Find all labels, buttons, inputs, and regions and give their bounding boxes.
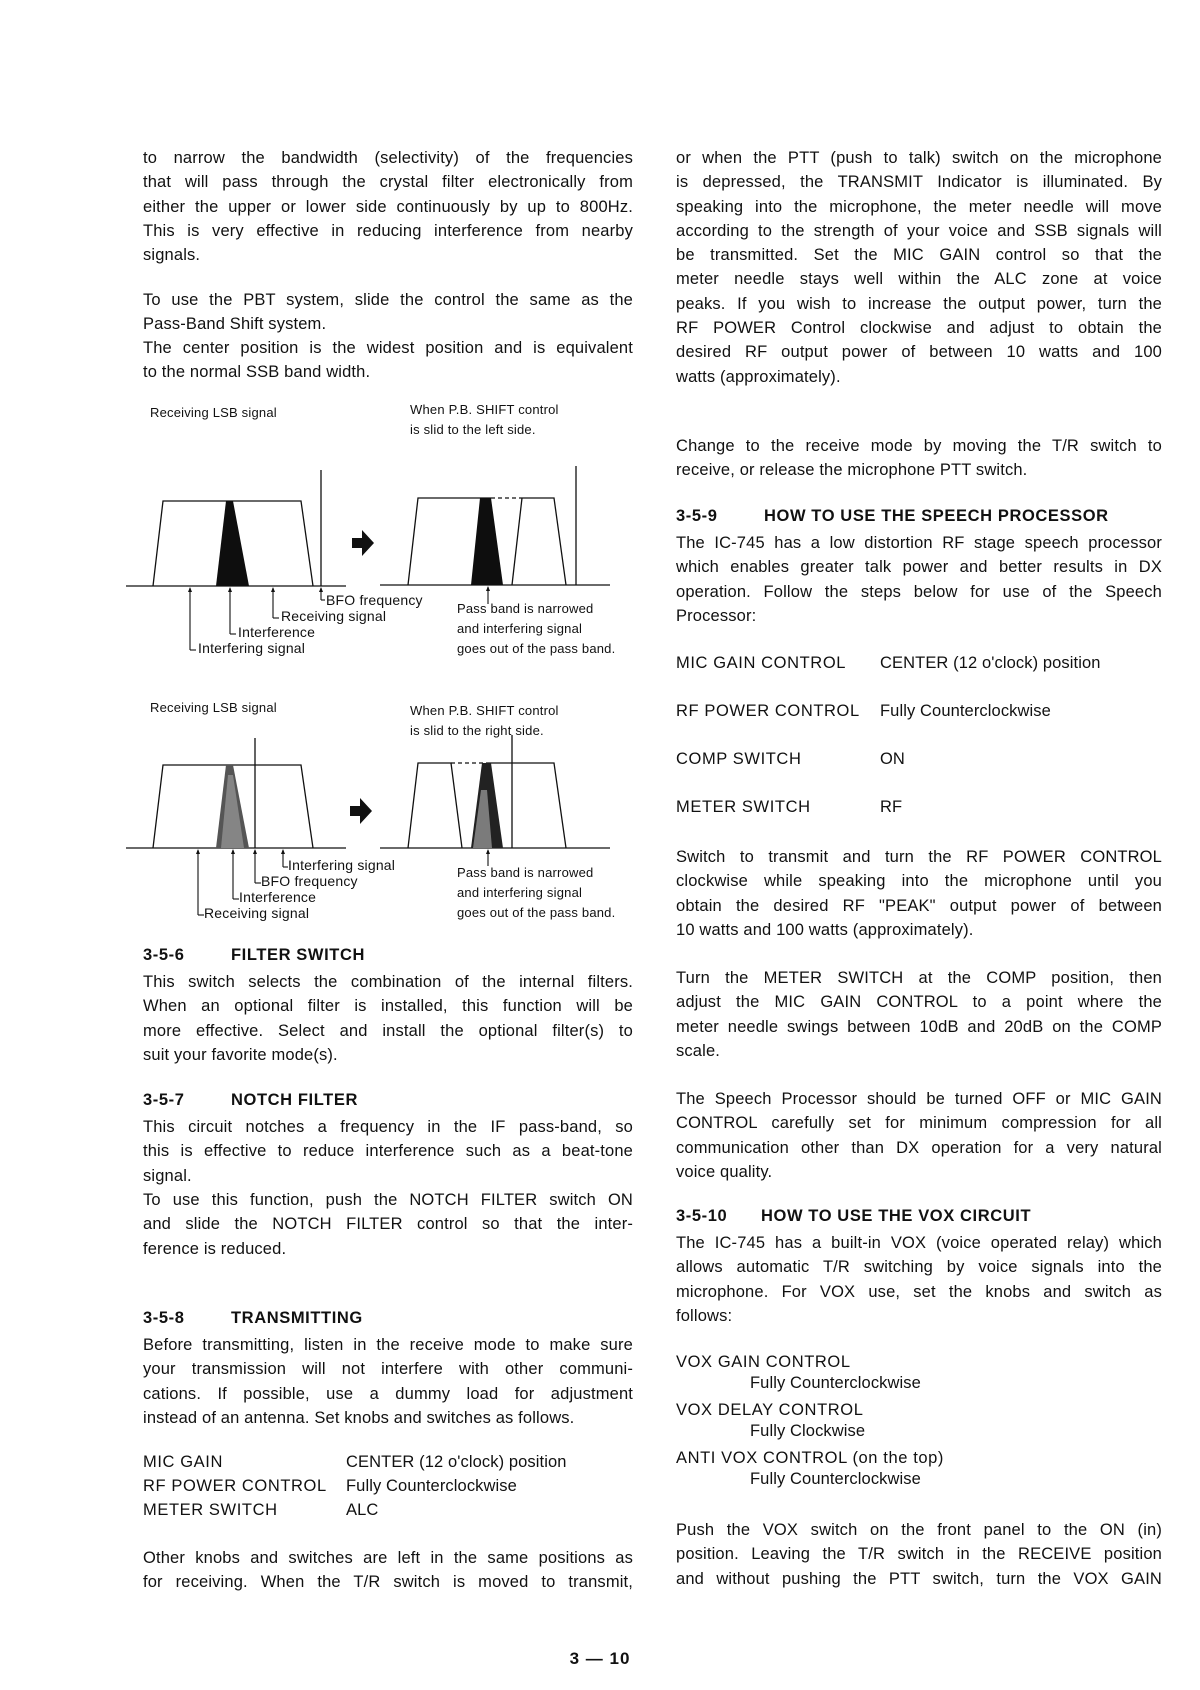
vox-setting-label: VOX DELAY CONTROL	[676, 1401, 864, 1419]
vox-switch-paragraph: Push the VOX switch on the front panel to the ON (in) position. Leaving the T/R switch in the RECEIVE position and without pushing the PTT switch, turn the VOX GAIN	[676, 1521, 1162, 1588]
setting-row: METER SWITCH ALC	[143, 1501, 379, 1519]
section-3-5-8-heading: 3-5-8 TRANSMITTING	[143, 1309, 363, 1327]
section-3-5-7-body-2: To use this function, push the NOTCH FILTER switch ON and slide the NOTCH FILTER control so that the inter- ference is reduced.	[143, 1191, 633, 1258]
section-3-5-9-heading: 3-5-9 HOW TO USE THE SPEECH PROCESSOR	[676, 507, 1109, 525]
diagram1-label-receiving: Receiving signal	[281, 608, 387, 624]
diagram1-label-interfering: Interfering signal	[198, 640, 306, 656]
section-3-5-10-heading: 3-5-10 HOW TO USE THE VOX CIRCUIT	[676, 1207, 1032, 1225]
diagram2-right-title: When P.B. SHIFT control is slid to the right side.	[410, 703, 559, 738]
diagram2-label-bfo: BFO frequency	[261, 873, 358, 889]
vox-setting-value: Fully Counterclockwise	[750, 1374, 921, 1392]
section-3-5-7-heading: 3-5-7 NOTCH FILTER	[143, 1091, 358, 1109]
section-3-5-6-heading: 3-5-6 FILTER SWITCH	[143, 946, 365, 964]
setting-row: RF POWER CONTROL Fully Counterclockwise	[676, 702, 1051, 720]
transmit-continuation: or when the PTT (push to talk) switch on the microphone is depressed, the TRANSMIT Indicator is illuminated. By speaking into the microphone, the meter needle will move according to the strength of your voice and SSB signals will be transmitted. Set the MIC GAIN control so that the meter needle stays well within the ALC zone at voice peaks. If you wish to increase the output power, turn the RF POWER Control clockwise and adjust to obtain the desired RF output power of between 10 watts and 100 watts (approximately).	[676, 149, 1162, 386]
setting-row: RF POWER CONTROL Fully Counterclockwise	[143, 1477, 517, 1495]
diagram2-label-interfering: Interfering signal	[288, 857, 396, 873]
section-3-5-7-body: This circuit notches a frequency in the IF pass-band, so this is effective to reduce interference such as a beat-tone signal.	[143, 1118, 633, 1185]
diagram1-label-bfo: BFO frequency	[326, 592, 423, 608]
setting-row: METER SWITCH RF	[676, 798, 903, 816]
section-3-5-8-body-2: Other knobs and switches are left in the same positions as for receiving. When the T/R switch is moved to transmit,	[143, 1549, 633, 1592]
diagram2-note: Pass band is narrowed and interfering signal goes out of the pass band.	[457, 865, 616, 920]
vox-setting-label: VOX GAIN CONTROL	[676, 1353, 851, 1371]
diagram2-label-receiving: Receiving signal	[204, 905, 310, 921]
center-paragraph: The center position is the widest position and is equivalent to the normal SSB band width.	[143, 339, 633, 382]
pbt-paragraph: To use the PBT system, slide the control the same as the Pass-Band Shift system.	[143, 291, 633, 334]
vox-setting-label: ANTI VOX CONTROL (on the top)	[676, 1449, 945, 1467]
section-3-5-10-body: The IC-745 has a built-in VOX (voice operated relay) which allows automatic T/R switching by voice signals into the microphone. For VOX use, set the knobs and switch as follows:	[676, 1234, 1162, 1325]
speech-processor-step-2: Switch to transmit and turn the RF POWER CONTROL clockwise while speaking into the microphone until you obtain the desired RF "PEAK" output power of between 10 watts and 100 watts (approximately).	[676, 848, 1162, 939]
section-3-5-6-body: This switch selects the combination of the internal filters. When an optional filter is installed, this function will be more effective. Select and install the optional filter(s) to suit your favorite mode(s).	[143, 973, 633, 1064]
diagram1-right-title: When P.B. SHIFT control is slid to the left side.	[410, 402, 559, 437]
speech-processor-note: The Speech Processor should be turned OFF or MIC GAIN CONTROL carefully set for minimum compression for all communication other than DX operation for a very natural voice quality.	[676, 1090, 1162, 1181]
diagram2-label-interference: Interference	[239, 889, 317, 905]
setting-row: MIC GAIN CONTROL CENTER (12 o'clock) position	[676, 654, 1101, 672]
diagram1-label-interference: Interference	[238, 624, 316, 640]
intro-paragraph: to narrow the bandwidth (selectivity) of the frequencies that will pass through the crystal filter electronically from either the upper or lower side continuously by up to 800Hz. This is very effective in reducing interference from nearby signals.	[143, 149, 633, 265]
setting-row: MIC GAIN CENTER (12 o'clock) position	[143, 1453, 567, 1471]
diagram1-note: Pass band is narrowed and interfering signal goes out of the pass band.	[457, 601, 616, 656]
receive-mode-paragraph: Change to the receive mode by moving the T/R switch to receive, or release the microphone PTT switch.	[676, 437, 1162, 480]
setting-row: COMP SWITCH ON	[676, 750, 905, 768]
section-3-5-9-body: The IC-745 has a low distortion RF stage speech processor which enables greater talk power and better results in DX operation. Follow the steps below for use of the Speech Processor:	[676, 534, 1162, 625]
diagram2-left-title: Receiving LSB signal	[150, 700, 277, 715]
diagram1-left-title: Receiving LSB signal	[150, 405, 277, 420]
page-number: 3 — 10	[569, 1649, 631, 1668]
speech-processor-step-3: Turn the METER SWITCH at the COMP position, then adjust the MIC GAIN CONTROL to a point where the meter needle swings between 10dB and 20dB on the COMP scale.	[676, 969, 1162, 1060]
vox-setting-value: Fully Counterclockwise	[750, 1470, 921, 1488]
section-3-5-8-body: Before transmitting, listen in the receive mode to make sure your transmission will not interfere with other communi- cations. If possible, use a dummy load for adjustment instead of an antenna. Set knobs and switches as follows.	[143, 1336, 633, 1427]
vox-setting-value: Fully Clockwise	[750, 1422, 866, 1440]
